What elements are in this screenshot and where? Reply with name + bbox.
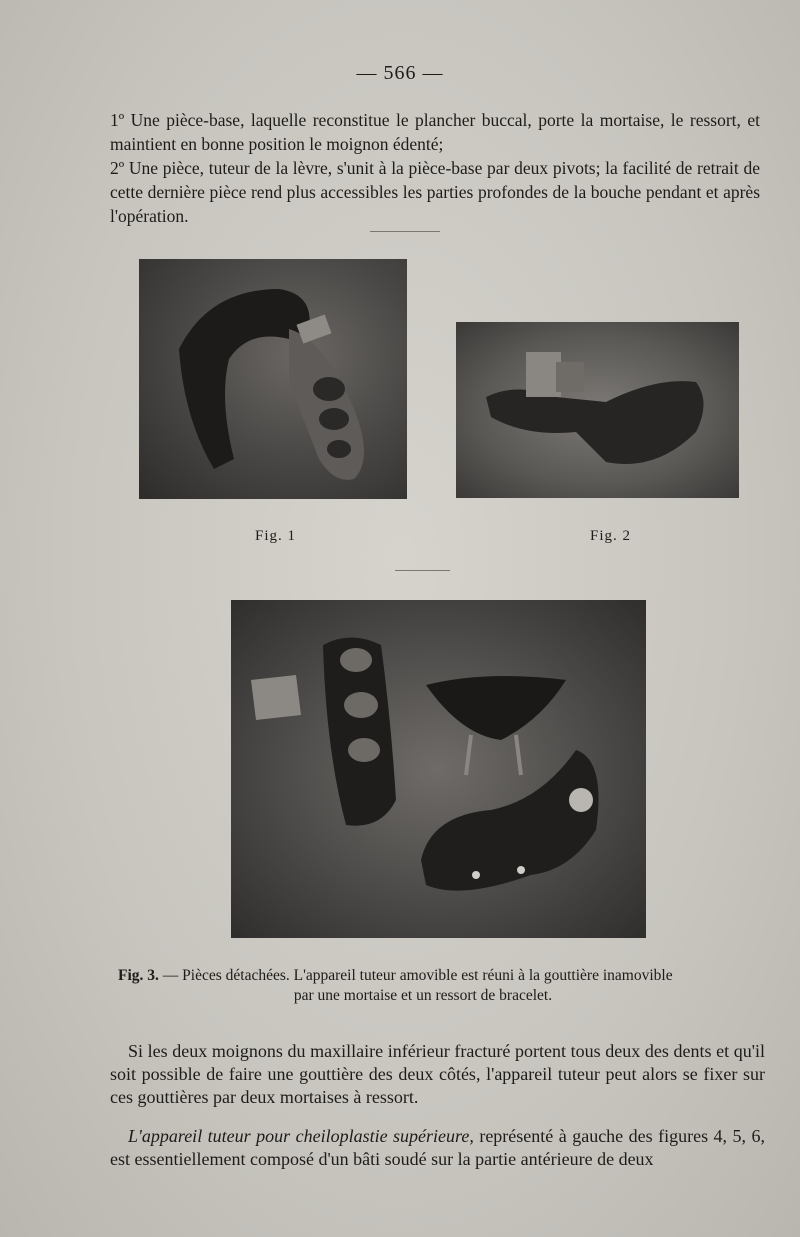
separator-rule	[370, 231, 440, 232]
paragraph-4-italic-term: L'appareil tuteur pour cheiloplastie supérieure,	[128, 1126, 474, 1146]
paragraph-list-item-2: 2º Une pièce, tuteur de la lèvre, s'unit à la pièce-base par deux pivots; la facilité de retrait de cette dernière pièce rend plus accessibles les parties profondes de la bouche pendant et après l'opération.	[110, 158, 760, 226]
figure-2-label: Fig. 2	[590, 528, 632, 544]
figure-3-caption	[118, 966, 768, 1006]
figure-3-caption-lead: Fig. 3.	[118, 967, 159, 984]
figure-3-caption-line-2: par une mortaise et un ressort de bracelet.	[293, 987, 553, 1004]
dental-appliance-illustration	[139, 259, 407, 499]
page-number: — 566 —	[356, 62, 444, 84]
paragraph-list-item-1: 1º Une pièce-base, laquelle reconstitue le plancher buccal, porte la mortaise, le ressort, et maintient en bonne position le moignon édenté;	[110, 110, 760, 154]
detached-pieces-illustration	[231, 600, 646, 938]
paragraph-4-text: représenté à gauche des figures 4, 5, 6, est essentiellement composé d'un bâti soudé sur la partie antérieure de deux	[110, 1126, 765, 1169]
separator-rule	[395, 570, 450, 571]
body-paragraph-3	[110, 1040, 765, 1109]
figure-1-photo	[139, 259, 407, 499]
dental-appliance-side-illustration	[456, 322, 739, 498]
body-paragraph-4	[110, 1125, 765, 1171]
figure-3-photo	[231, 600, 646, 938]
figure-3-caption-line-1: — Pièces détachées. L'appareil tuteur amovible est réuni à la gouttière inamovible	[158, 967, 673, 984]
paragraph-3-text: Si les deux moignons du maxillaire inférieur fracturé portent tous deux des dents et qu'il soit possible de faire une gouttière des deux côtés, l'appareil tuteur peut alors se fixer sur ces gouttières par deux mortaises à ressort.	[110, 1041, 765, 1107]
figure-1-label: Fig. 1	[255, 528, 297, 544]
figure-2-photo	[456, 322, 739, 498]
